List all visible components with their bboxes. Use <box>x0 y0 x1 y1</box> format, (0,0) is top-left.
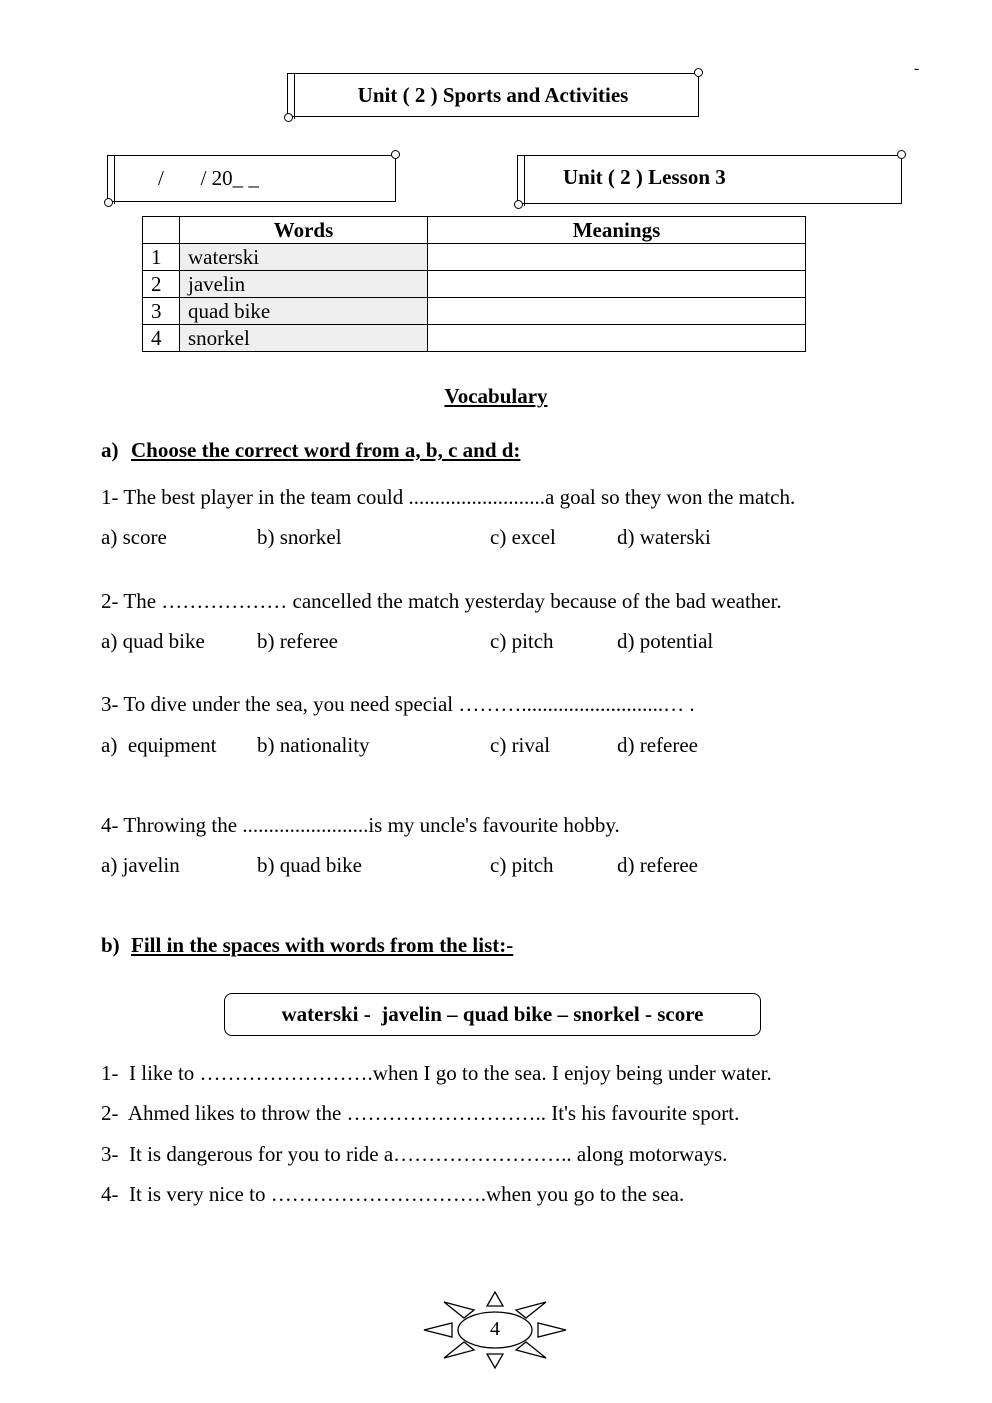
fill-sentence-2[interactable]: 2- Ahmed likes to throw the ……………………….. It's his favourite sport. <box>101 1101 740 1125</box>
row-word: waterski <box>180 244 428 271</box>
row-meaning-cell[interactable] <box>428 271 806 298</box>
vocabulary-table <box>142 216 806 352</box>
word-list-box <box>224 993 761 1036</box>
lesson-banner <box>517 155 902 204</box>
row-meaning-cell[interactable] <box>428 244 806 271</box>
question-1: 1- The best player in the team could ..........................a goal so they won the match. <box>101 485 796 509</box>
num-header <box>143 217 180 244</box>
word-list: waterski - javelin – quad bike – snorkel - score <box>281 1002 704 1026</box>
part-b-label: b) <box>101 933 120 957</box>
date-banner <box>107 155 396 202</box>
row-word: javelin <box>180 271 428 298</box>
q3-option-d[interactable]: d) referee <box>617 733 699 757</box>
question-4: 4- Throwing the ........................is my uncle's favourite hobby. <box>101 813 620 837</box>
row-meaning-cell[interactable] <box>428 325 806 352</box>
q2-option-a[interactable]: a) quad bike <box>101 629 205 653</box>
table-row <box>143 298 806 325</box>
row-number: 1 <box>143 244 180 271</box>
question-3: 3- To dive under the sea, you need special ………...........................… . <box>101 692 695 716</box>
table-row <box>143 271 806 298</box>
fill-sentence-3[interactable]: 3- It is dangerous for you to ride a…………………….. along motorways. <box>101 1142 728 1166</box>
q1-option-d[interactable]: d) waterski <box>617 525 711 549</box>
table-row <box>143 244 806 271</box>
part-b-instruction: Fill in the spaces with words from the list:- <box>131 933 514 957</box>
corner-mark: - <box>914 60 920 77</box>
page-number-sun <box>422 1290 568 1370</box>
question-2: 2- The ……………… cancelled the match yesterday because of the bad weather. <box>101 589 782 613</box>
q1-option-b[interactable]: b) snorkel <box>257 525 342 549</box>
row-meaning-cell[interactable] <box>428 298 806 325</box>
row-word: quad bike <box>180 298 428 325</box>
unit-title-banner <box>287 73 699 117</box>
part-a-instruction: Choose the correct word from a, b, c and d: <box>131 438 521 462</box>
q4-option-b[interactable]: b) quad bike <box>257 853 362 877</box>
row-number: 2 <box>143 271 180 298</box>
table-header-row <box>143 217 806 244</box>
fill-sentence-4[interactable]: 4- It is very nice to ………………………….when you go to the sea. <box>101 1182 685 1206</box>
page-number: 4 <box>490 1318 500 1340</box>
q4-option-d[interactable]: d) referee <box>617 853 699 877</box>
q4-option-a[interactable]: a) javelin <box>101 853 180 877</box>
q3-option-a[interactable]: a) equipment <box>101 733 217 757</box>
row-word: snorkel <box>180 325 428 352</box>
words-header: Words <box>180 217 428 244</box>
unit-title: Unit ( 2 ) Sports and Activities <box>357 82 629 107</box>
q2-option-c[interactable]: c) pitch <box>490 629 554 653</box>
section-title: Vocabulary <box>444 384 548 408</box>
row-number: 3 <box>143 298 180 325</box>
q3-option-c[interactable]: c) rival <box>490 733 551 757</box>
q4-option-c[interactable]: c) pitch <box>490 853 554 877</box>
fill-sentence-1[interactable]: 1- I like to …………………….when I go to the sea. I enjoy being under water. <box>101 1061 772 1085</box>
q2-option-d[interactable]: d) potential <box>617 629 714 653</box>
meanings-header: Meanings <box>428 217 806 244</box>
part-a-label: a) <box>101 438 119 462</box>
row-number: 4 <box>143 325 180 352</box>
q1-option-c[interactable]: c) excel <box>490 525 556 549</box>
q3-option-b[interactable]: b) nationality <box>257 733 370 757</box>
q1-option-a[interactable]: a) score <box>101 525 167 549</box>
lesson-title: Unit ( 2 ) Lesson 3 <box>563 165 726 189</box>
date-field[interactable]: / / 20_ _ <box>158 166 259 190</box>
table-row <box>143 325 806 352</box>
q2-option-b[interactable]: b) referee <box>257 629 339 653</box>
